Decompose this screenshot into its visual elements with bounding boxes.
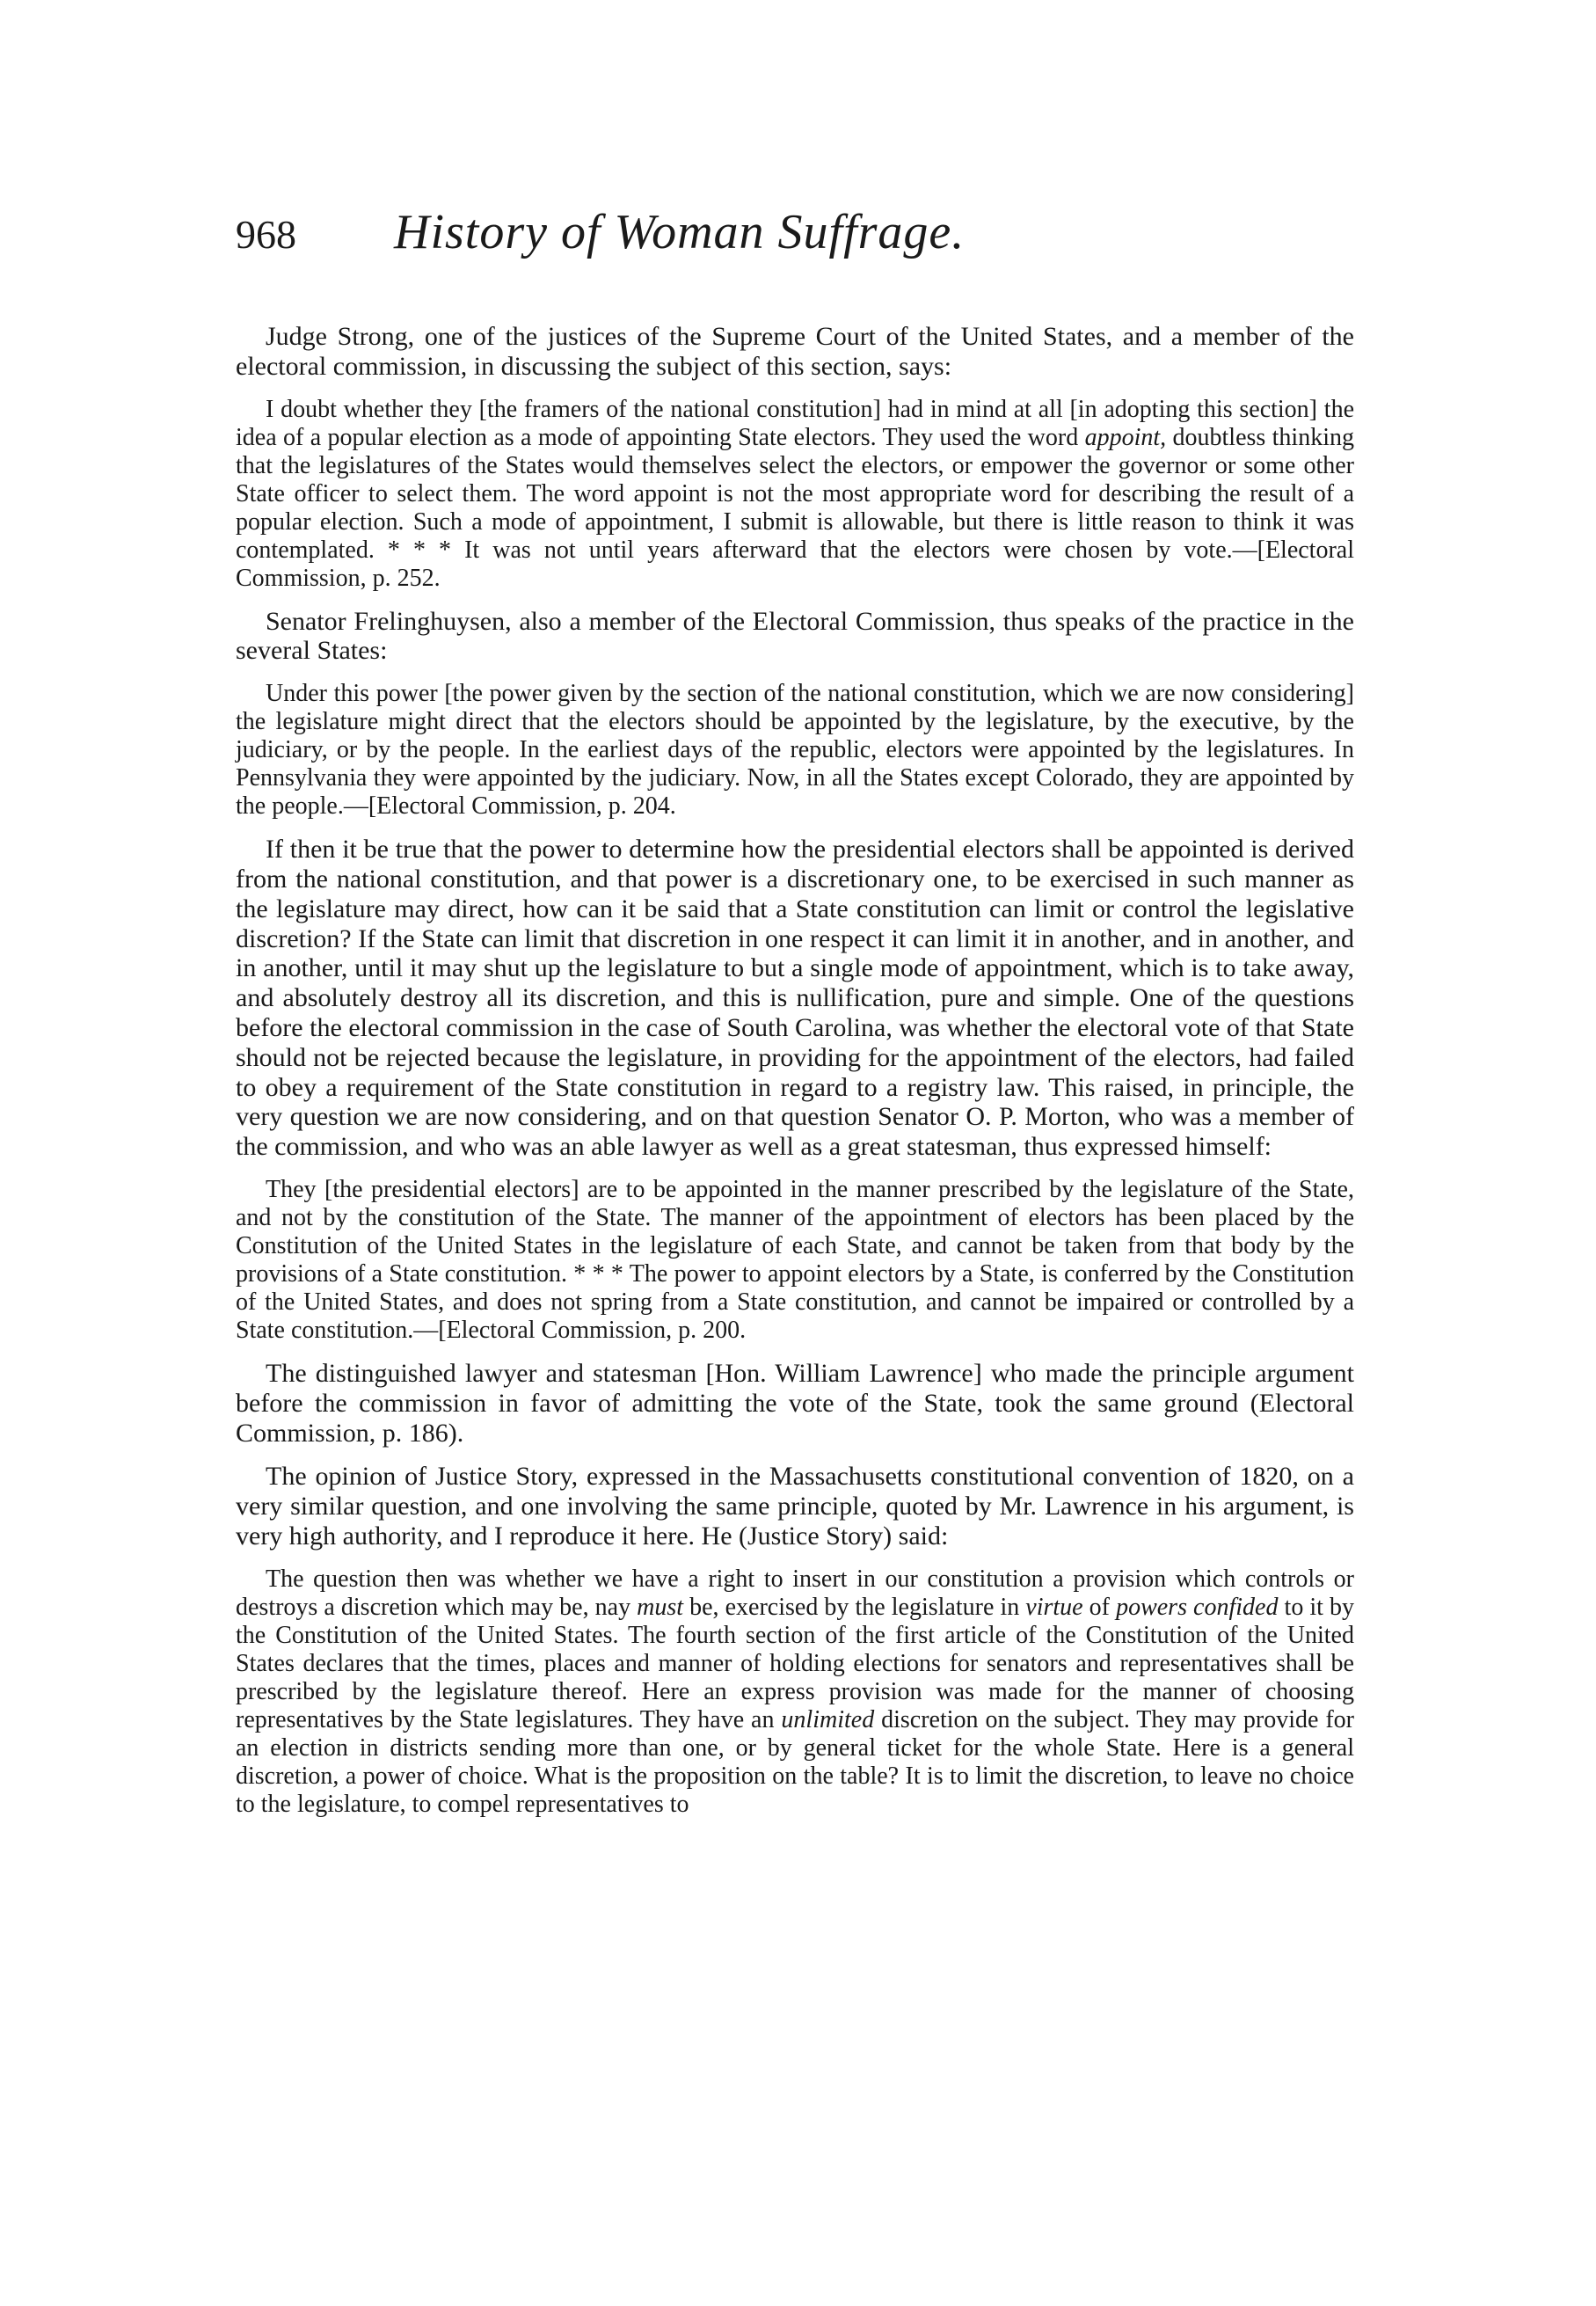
text-run: Senator Frelinghuysen, also a member of the Electoral Commission, thus speaks of the practice in the several States: [236,606,1354,666]
block-quote [236,1176,1354,1345]
book-page [236,204,1354,1833]
text-run: They [the presidential electors] are to be appointed in the manner prescribed by the legislature of the State, and not by the constitution of the State. The manner of the appointment of electors has been placed by the Constitution of the United States in the legislature of each State, and cannot be taken from that body by the provisions of a State constitution. * * * The power to appoint electors by a State, is conferred by the Constitution of the United States, and does not spring from a State constitution, and cannot be impaired or controlled by a State constitution.—[Electoral Commission, p. 200. [236,1175,1354,1344]
text-run: The question then was whether we have a right to insert in our constitution a provision which controls or destroys a discretion which may be, nay [236,1565,1354,1621]
text-run: The opinion of Justice Story, expressed in the Massachusetts constitutional convention of 1820, on a very similar question, and one involving the same principle, quoted by Mr. Lawrence in his argument, is very high authority, and I reproduce it here. He (Justice Story) said: [236,1462,1354,1551]
italic-text: powers confided [1116,1593,1279,1621]
italic-text: unlimited [781,1705,875,1733]
text-run: If then it be true that the power to determine how the presidential electors shall be appointed is derived from the national constitution, and that power is a discretionary one, to be exercised in such manner as the legislature may direct, how can it be said that a State constitution can limit or control the legislative discretion? If the State can limit that discretion in one respect it can limit it in another, and in another, and in another, until it may shut up the legislature to but a single mode of appointment, which is to take away, and absolutely destroy all its discretion, and this is nullification, pure and simple. One of the questions before the electoral commission in the case of South Carolina, was whether the electoral vote of that State should not be rejected because the legislature, in providing for the appointment of the electors, had failed to obey a requirement of the State constitution in regard to a registry law. This raised, in principle, the very question we are now considering, and on that question Senator O. P. Morton, who was a member of the commission, and who was an able lawyer as well as a great statesman, thus expressed himself: [236,835,1354,1162]
text-run: of [1082,1593,1117,1621]
text-run: I doubt whether they [the framers of the national constitution] had in mind at all [in adopting this section] the idea of a popular election as a mode of appointing State electors. They used the word [236,395,1354,451]
block-quote [236,1565,1354,1819]
paragraph [236,322,1354,382]
paragraph [236,1359,1354,1448]
paragraph [236,607,1354,667]
italic-text: appoint, [1084,423,1167,451]
paragraph [236,835,1354,1162]
page-number: 968 [236,212,296,257]
text-run: discretion on the subject. They may provide for an election in districts sending more than one, or by general ticket for the whole State. Here is a general discretion, a power of choice. What is the proposition on the table? It is to limit the discretion, to leave no choice to the legislature, to compel representatives to [236,1705,1355,1818]
italic-text: must [637,1593,684,1621]
block-quote [236,680,1354,821]
text-run: doubtless thinking that the legislatures of the States would themselves select the electors, or empower the governor or some other State officer to select them. The word appoint is not the most appropriate word for describing the result of a popular election. Such a mode of appointment, I submit is allowable, but there is little reason to think it was contemplated. * * * It was not until years afterward that the electors were chosen by vote.—[Electoral Commission, p. 252. [236,423,1354,592]
page-header [236,204,1354,283]
running-title: History of Woman Suffrage. [394,205,966,259]
text-run: Under this power [the power given by the section of the national constitution, which we are now considering] the legislature might direct that the electors should be appointed by the legislature, by the executive, by the judiciary, or by the people. In the earliest days of the republic, electors were appointed by the legislatures. In Pennsylvania they were appointed by the judiciary. Now, in all the States except Colorado, they are appointed by the people.—[Electoral Commission, p. 204. [236,680,1354,821]
text-run: Judge Strong, one of the justices of the Supreme Court of the United States, and a member of the electoral commission, in discussing the subject of this section, says: [236,322,1354,381]
block-quote [236,396,1354,593]
paragraph [236,1462,1354,1551]
body-text [236,322,1354,1819]
text-run: be, exercised by the legislature in [683,1593,1026,1621]
italic-text: virtue [1025,1593,1083,1621]
text-run: The distinguished lawyer and statesman [Hon. William Lawrence] who made the principle argument before the commission in favor of admitting the vote of the State, took the same ground (Electoral Commission, p. 186). [236,1358,1354,1448]
text-run: to it by the Constitution of the United States. The fourth section of the first article of the Constitution of the United States declares that the times, places and manner of holding elections for senators and representatives shall be prescribed by the legislature thereof. Here an express provision was made for the manner of choosing representatives by the State legislatures. They have an [236,1593,1355,1733]
